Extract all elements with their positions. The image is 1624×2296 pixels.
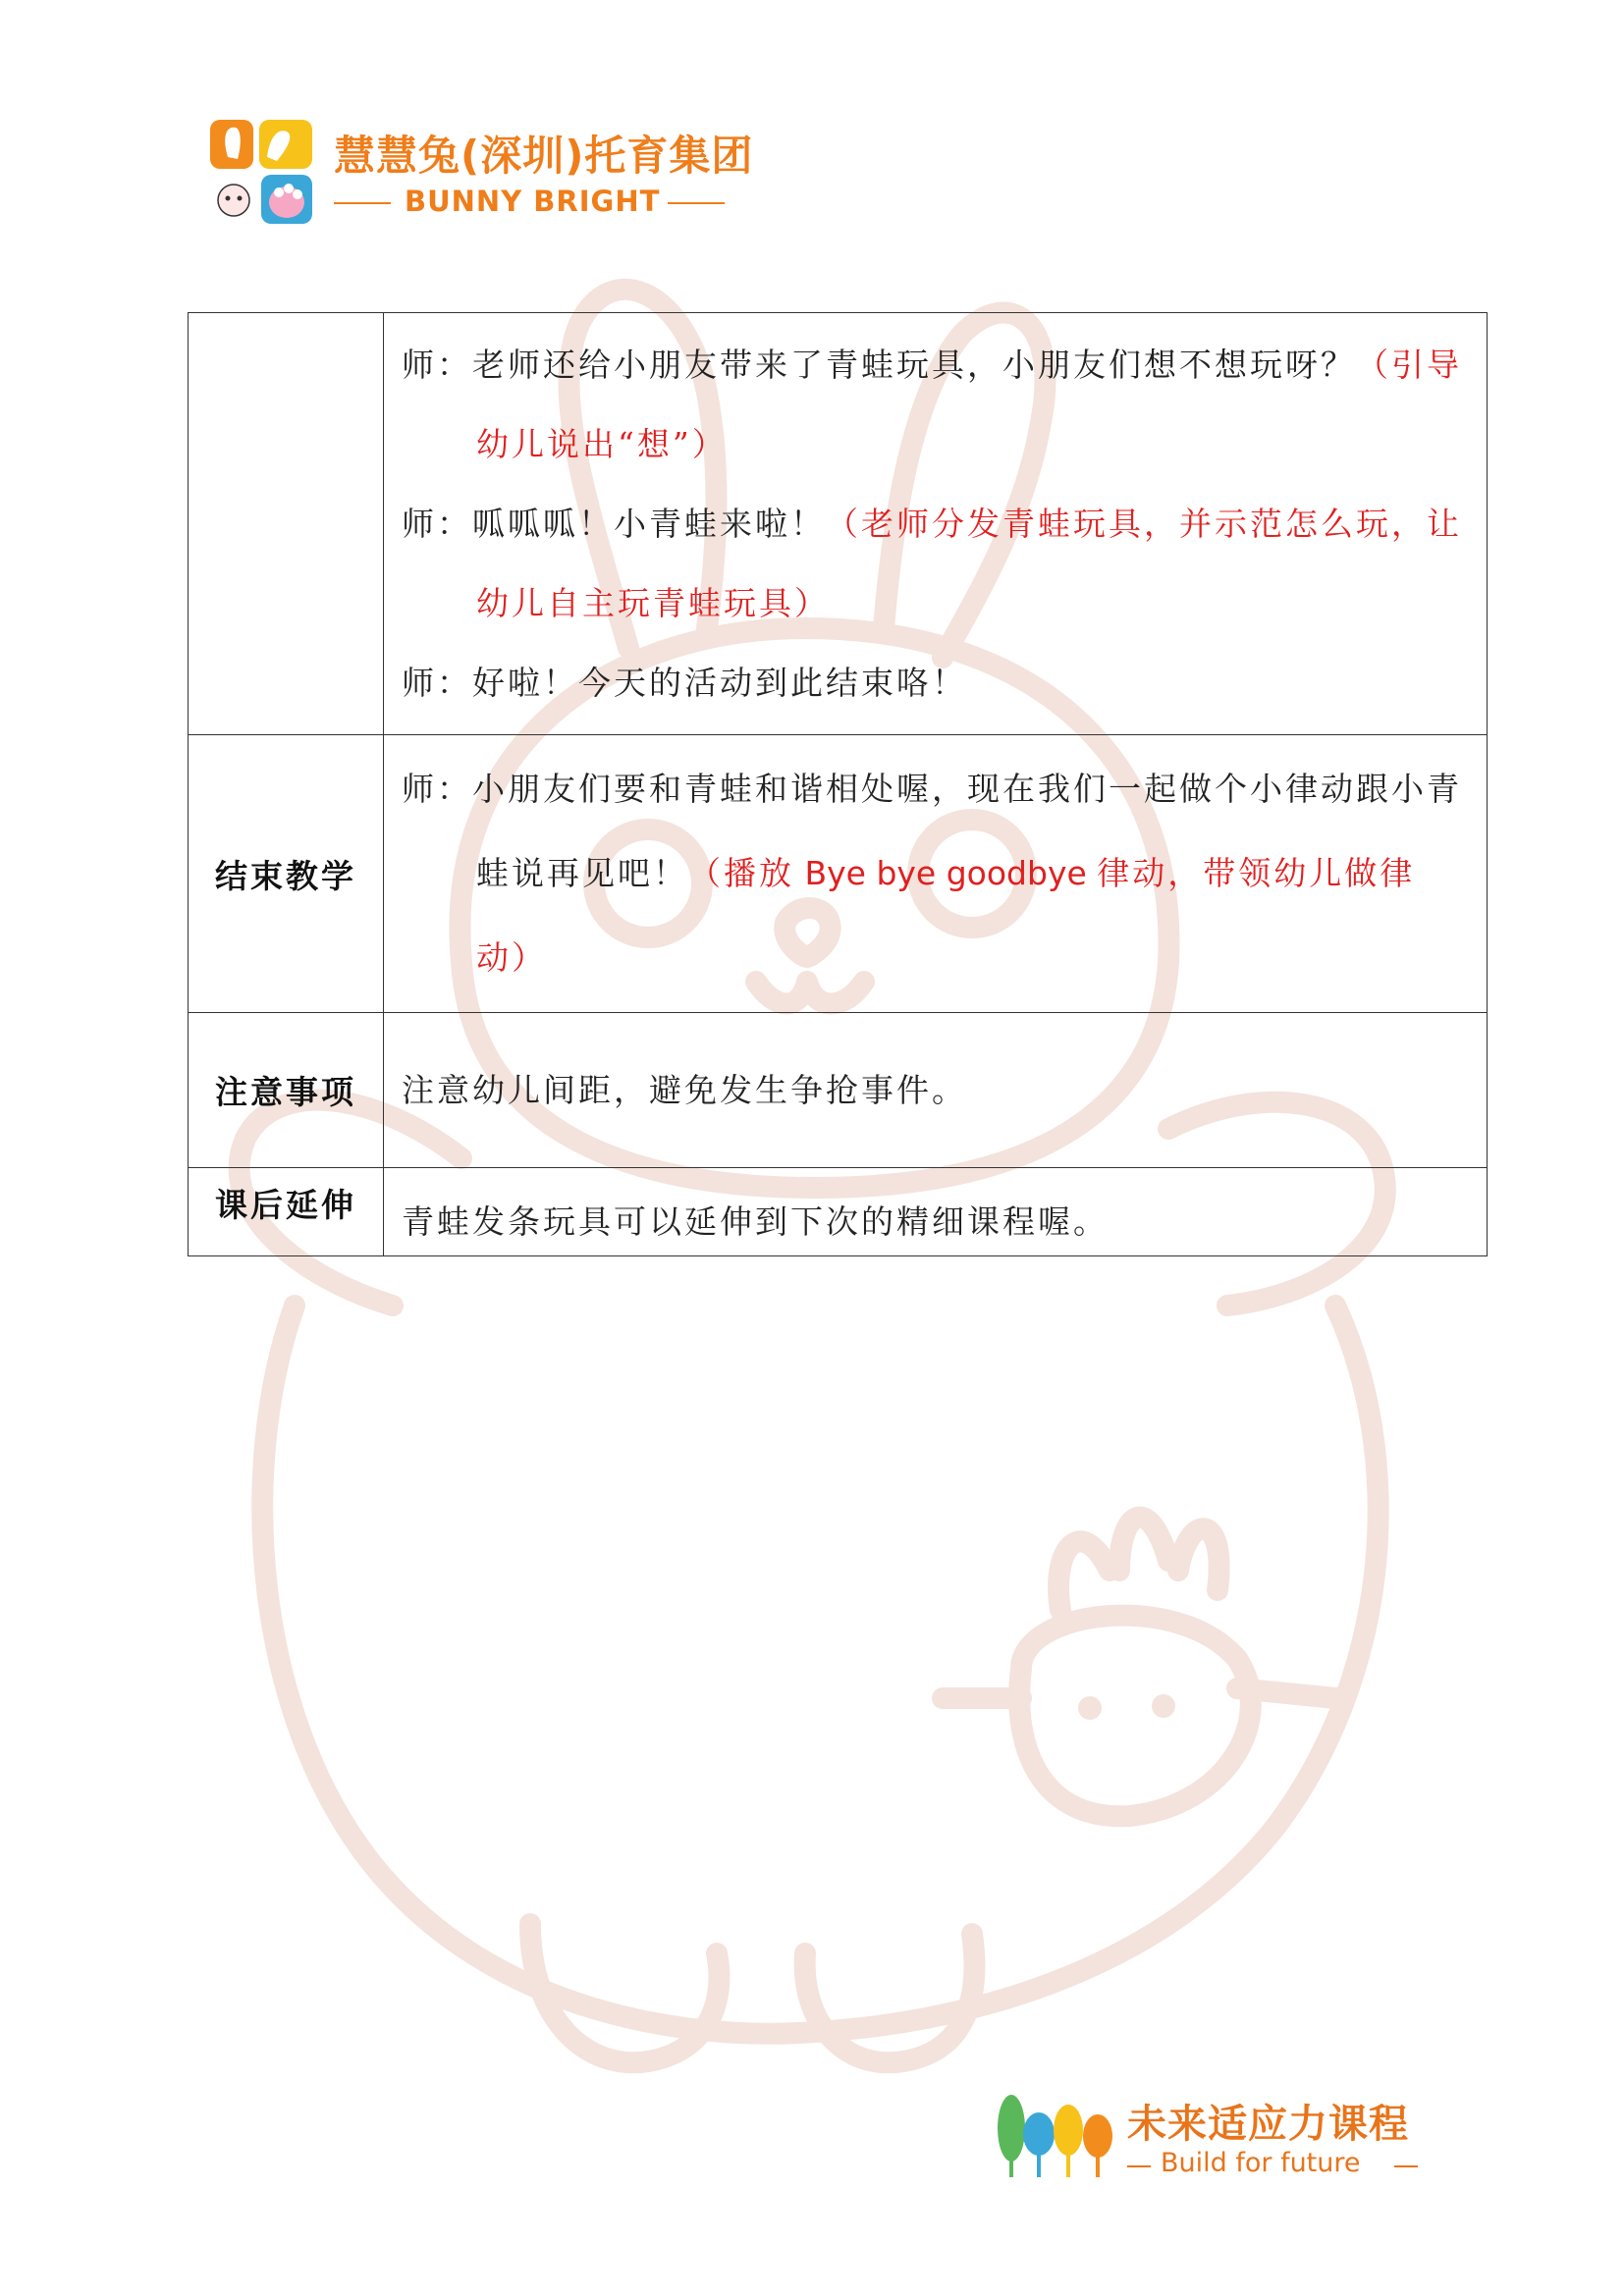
row-label: 课后延伸 <box>189 1168 384 1256</box>
row-label: 结束教学 <box>189 735 384 1013</box>
dialogue-text: 老师还给小朋友带来了青蛙玩具，小朋友们想不想玩呀？ <box>472 346 1356 384</box>
lesson-plan-table <box>188 312 1488 1256</box>
dialogue-text: 呱呱呱！小青蛙来啦！ <box>472 505 826 543</box>
teacher-note-close: 律动，带领幼儿做律动） <box>476 854 1416 977</box>
row-content <box>384 1013 1488 1168</box>
speaker-prefix: 师： <box>402 505 472 543</box>
table-row <box>189 1013 1488 1168</box>
table-row <box>189 735 1488 1013</box>
teacher-note: （老师分发青蛙玩具，并示范怎么玩，让幼儿自主玩青蛙玩具） <box>476 505 1462 622</box>
row-text: 注意幼儿间距，避免发生争抢事件。 <box>402 1070 967 1109</box>
table-row <box>189 1168 1488 1256</box>
row-label <box>189 313 384 735</box>
table-row <box>189 313 1488 735</box>
divider-left <box>334 202 391 204</box>
footer-brand-en-wrap <box>1127 2148 1441 2183</box>
song-title: Bye bye goodbye <box>794 854 1098 892</box>
speaker-prefix: 师： <box>402 770 472 808</box>
footer-brand-cn: 未来适应力课程 <box>1127 2102 1409 2147</box>
dialogue-line <box>402 747 1469 1000</box>
divider-right <box>1394 2165 1418 2167</box>
header-logo <box>208 118 758 226</box>
row-text: 青蛙发条玩具可以延伸到下次的精细课程喔。 <box>402 1202 1109 1241</box>
row-label: 注意事项 <box>189 1013 384 1168</box>
speaker-prefix: 师： <box>402 346 472 384</box>
brand-name-en-wrap <box>334 183 736 222</box>
row-content <box>384 735 1488 1013</box>
dialogue-text: 好啦！今天的活动到此结束咯！ <box>472 664 967 702</box>
teacher-note-open: （播放 <box>688 854 794 892</box>
dialogue-text: 小朋友们要和青蛙和谐相处喔，现在我们一起做个小律动跟小青蛙说再见吧！ <box>472 770 1462 892</box>
row-content <box>384 313 1488 735</box>
brand-name-cn: 慧慧兔(深圳)托育集团 <box>334 132 754 180</box>
dialogue-line <box>402 643 1469 722</box>
dialogue-line <box>402 325 1469 484</box>
row-content <box>384 1168 1488 1256</box>
brand-name-en: BUNNY BRIGHT <box>405 185 661 218</box>
trees-logo-icon <box>996 2091 1113 2181</box>
footer-brand-en: Build for future <box>1161 2148 1361 2178</box>
teacher-note: （引导幼儿说出“想”） <box>476 346 1462 463</box>
footer-logo <box>996 2085 1457 2193</box>
dialogue-line <box>402 484 1469 643</box>
bunny-logo-icon <box>208 118 316 226</box>
speaker-prefix: 师： <box>402 664 472 702</box>
divider-right <box>668 202 725 204</box>
divider-left <box>1127 2165 1151 2167</box>
